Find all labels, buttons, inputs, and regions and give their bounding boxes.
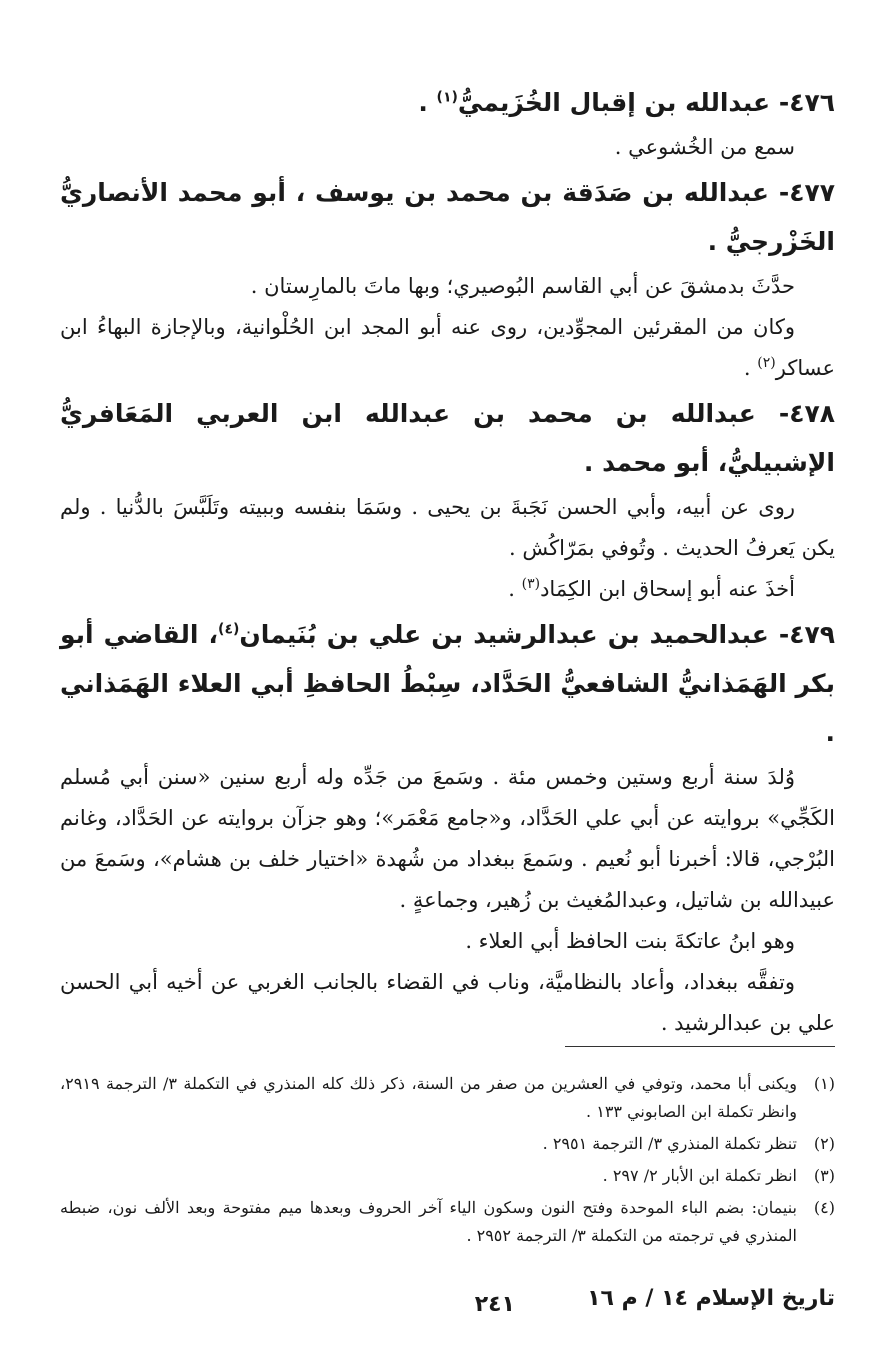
- footnote-ref[interactable]: (٣): [521, 576, 541, 592]
- footnote-ref[interactable]: (٤): [218, 621, 240, 638]
- entry-paragraph: سمع من الخُشوعي .: [614, 135, 795, 159]
- entry-paragraph: حدَّثَ بدمشقَ عن أبي القاسم البُوصيري؛ وبها ماتَ بالمارِستان .: [250, 274, 795, 298]
- footnote-number: (٤): [813, 1198, 835, 1217]
- entry-heading: ٤٧٧- عبدالله بن صَدَقة بن محمد بن يوسف ، أبو محمد الأنصاريُّ الخَزْرجيُّ .: [60, 178, 835, 256]
- entry-heading: ٤٧٨- عبدالله بن محمد بن عبدالله ابن العربي المَعَافريُّ الإشبيليُّ، أبو محمد .: [60, 399, 835, 477]
- footnotes: [60, 1070, 835, 1254]
- page-footer: [60, 1286, 835, 1326]
- entry-paragraph: وكان من المقرئين المجوِّدين، روى عنه أبو المجد ابن الحُلْوانية، وبالإجازة البهاءُ ابن عساكر$^{(٢)}$ .: [60, 315, 835, 380]
- entry-heading: ٤٧٩- عبدالحميد بن عبدالرشيد بن علي بن بُنَيمان$^{(٤)}$، القاضي أبو بكر الهَمَذانيُّ الشافعيُّ الحَدَّاد، سِبْطُ الحافظِ أبي العلاء الهَمَذاني .: [60, 620, 835, 747]
- entry-paragraph: روى عن أبيه، وأبي الحسن نَجَبةَ بن يحيى . وسَمَا بنفسه وببيته وتَلَبَّسَ بالدُّنيا . ولم يكن يَعرفُ الحديث . وتُوفي بمَرّاكُش .: [60, 495, 835, 560]
- footnote: [60, 1162, 835, 1190]
- page-body: [60, 78, 835, 1328]
- entry-heading: ٤٧٦- عبدالله بن إقبال الخُزَيميُّ$^{(١)}$ .: [418, 88, 835, 117]
- footnote-text: انظر تكملة ابن الأبار ٢/ ٢٩٧ .: [602, 1166, 797, 1185]
- footnote-number: (١): [813, 1074, 835, 1093]
- footnote-text: ويكنى أبا محمد، وتوفي في العشرين من صفر من السنة، ذكر ذلك كله المنذري في التكملة ٣/ الترجمة ٢٩١٩، وانظر تكملة ابن الصابوني ١٣٣ .: [60, 1074, 797, 1121]
- footnote-ref[interactable]: (٢): [757, 355, 776, 371]
- footnote: [60, 1070, 835, 1126]
- footnote: [60, 1194, 835, 1250]
- entry-paragraph: أخذَ عنه أبو إسحاق ابن الكِمَاد$^{(٣)}$ .: [508, 576, 795, 601]
- page-number: ٢٤١: [474, 1292, 515, 1317]
- footnote-text: تنظر تكملة المنذري ٣/ الترجمة ٢٩٥١ .: [542, 1134, 797, 1153]
- footnote-ref[interactable]: (١): [436, 89, 458, 106]
- footnote-text: بنيمان: بضم الباء الموحدة وفتح النون وسكون الياء آخر الحروف وبعدها ميم مفتوحة وبعد الألف نون، ضبطه المنذري في ترجمته من التكملة ٣/ الترجمة ٢٩٥٢ .: [60, 1198, 797, 1245]
- footnote-divider: [565, 1046, 835, 1047]
- footnote-number: (٢): [813, 1134, 835, 1153]
- footnote: [60, 1130, 835, 1158]
- running-title: تاريخ الإسلام ١٤ / م ١٦: [587, 1286, 835, 1311]
- entry-paragraph: وهو ابنُ عاتكةَ بنت الحافظ أبي العلاء .: [465, 929, 795, 953]
- footnote-number: (٣): [813, 1166, 835, 1185]
- entry-paragraph: وتفقَّه ببغداد، وأعاد بالنظاميَّة، وناب في القضاء بالجانب الغربي عن أخيه أبي الحسن علي بن عبدالرشيد .: [60, 970, 835, 1035]
- entry-paragraph: وُلدَ سنة أربع وستين وخمس مئة . وسَمعَ من جَدِّه وله أربع سنين «سنن أبي مُسلم الكَجِّي» بروايته عن أبي علي الحَدَّاد، و«جامع مَعْمَر»؛ وهو جزآن بروايته عن الحَدَّاد، وغانم البُرْجي، قالا: أخبرنا أبو نُعيم . وسَمعَ ببغداد من شُهدة «اختيار خلف بن هشام»، وسَمعَ من عبيدالله بن شاتيل، وعبدالمُغيث بن زُهير، وجماعةٍ .: [60, 765, 835, 912]
